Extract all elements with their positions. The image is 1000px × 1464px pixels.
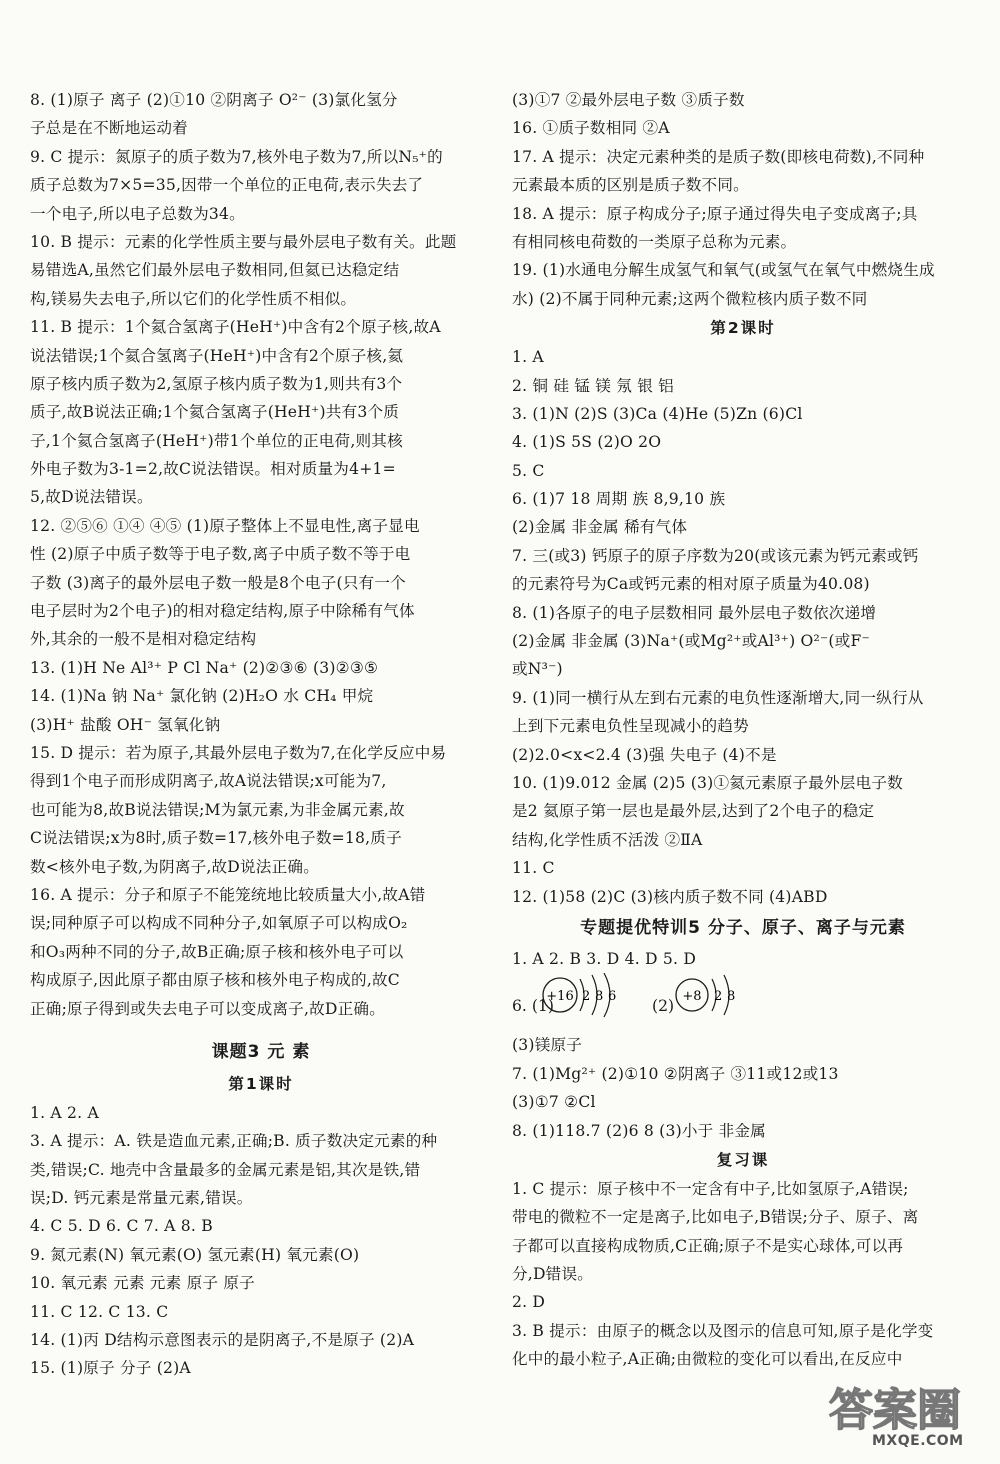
answers-block [512,1175,974,1374]
answer-line: 16. A 提示：分子和原子不能笼统地比较质量大小,故A错 [30,885,426,904]
answer-line: 5,故D说法错误。 [30,488,153,507]
answer-line: 子,1个氦合氢离子(HeH⁺)带1个单位的正电荷,则其核 [30,431,403,450]
answer-line: 11. B 提示：1个氦合氢离子(HeH⁺)中含有2个原子核,故A [30,318,441,337]
answer-line: 16. ①质子数相同 ②A [512,119,670,138]
answer-line: 说法错误;1个氦合氢离子(HeH⁺)中含有2个原子核,氦 [30,346,404,365]
shell-electrons: 2 [582,989,591,1005]
answer-line: 上到下元素电负性呈现减小的趋势 [512,717,749,736]
answer-line: 水) (2)不属于同种元素;这两个微粒核内质子数不同 [512,289,868,308]
oxygen-ion-diagram [676,975,735,1015]
answer-line: 10. B 提示：元素的化学性质主要与最外层电子数有关。此题 [30,232,457,251]
answer-line: 9. (1)同一横行从左到右元素的电负性逐渐增大,同一纵行从 [512,688,924,707]
answer-line: 一个电子,所以电子总数为34。 [30,204,245,223]
answer-line: 或N³⁻) [512,660,563,679]
answer-line: 10. 氧元素 元素 元素 原子 原子 [30,1274,255,1293]
shell-electrons: 6 [608,989,617,1005]
answer-line: 14. (1)Na 钠 Na⁺ 氯化钠 (2)H₂O 水 CH₄ 甲烷 [30,687,374,706]
answer-line: 子数 (3)离子的最外层电子数一般是8个电子(只有一个 [30,573,406,592]
answers-block [30,1099,492,1383]
answer-line: 有相同核电荷数的一类原子总称为元素。 [512,232,797,251]
answer-line: 13. (1)H Ne Al³⁺ P Cl Na⁺ (2)②③⑥ (3)②③⑤ [30,658,379,677]
answer-line: 1. A [512,348,544,367]
shell-electrons: 8 [727,989,736,1005]
answer-line: 8. (1)118.7 (2)6 8 (3)小于 非金属 [512,1121,766,1140]
answer-line: C说法错误;x为8时,质子数=17,核外电子数=18,质子 [30,829,402,848]
answer-line: 元素最本质的区别是质子数不同。 [512,176,749,195]
answer-line: (3)镁原子 [512,1036,583,1055]
left-column [30,86,492,1383]
answer-line: 得到1个电子而形成阴离子,故A说法错误;x可能为7, [30,772,387,791]
atom-diagram-svg [512,973,974,1031]
lesson-subheading: 第1课时 [228,1074,294,1093]
answer-line: 18. A 提示：原子构成分子;原子通过得失电子变成离子;具 [512,204,918,223]
answer-line: 7. 三(或3) 钙原子的原子序数为20(或该元素为钙元素或钙 [512,546,919,565]
answer-line: 5. C [512,461,545,480]
answer-line: 3. A 提示：A. 铁是造血元素,正确;B. 质子数决定元素的种 [30,1132,438,1151]
answers-block [30,86,492,1023]
atom-structure-diagrams [512,973,974,1031]
nucleus-charge: +16 [546,989,574,1005]
answer-line: 是2 氦原子第一层也是最外层,达到了2个电子的稳定 [512,802,875,821]
right-column [512,86,974,1374]
answer-line: 8. (1)原子 离子 (2)①10 ②阴离子 O²⁻ (3)氯化氢分 [30,91,398,109]
lesson-subheading: 复习课 [716,1150,770,1169]
answer-line: 2. D [512,1293,546,1312]
answer-line: 1. A 2. B 3. D 4. D 5. D [512,949,697,968]
answer-line: 1. A 2. A [30,1103,99,1122]
answer-line: 19. (1)水通电分解生成氢气和氧气(或氢气在氧气中燃烧生成 [512,261,935,280]
nucleus-charge: +8 [682,989,702,1005]
answer-line: 质子,故B说法正确;1个氦合氢离子(HeH⁺)共有3个质 [30,403,400,422]
answer-line: 性 (2)原子中质子数等于电子数,离子中质子数不等于电 [30,545,411,564]
answer-line: 12. ②⑤⑥ ①④ ④⑤ (1)原子整体上不显电性,离子显电 [30,516,420,535]
answer-line: 构,镁易失去电子,所以它们的化学性质不相似。 [30,289,357,308]
answer-line: 15. D 提示：若为原子,其最外层电子数为7,在化学反应中易 [30,743,447,762]
lesson-subheading: 第2课时 [710,319,776,338]
answer-line: 1. C 提示：原子核中不一定含有中子,比如氢原子,A错误; [512,1179,909,1198]
shell-electrons: 2 [714,989,723,1005]
answer-line: 质子总数为7×5=35,因带一个单位的正电荷,表示失去了 [30,176,424,195]
answer-line: 外电子数为3-1=2,故C说法错误。相对质量为4+1= [30,460,396,479]
answer-line: 14. (1)丙 D结构示意图表示的是阴离子,不是原子 (2)A [30,1331,415,1350]
answer-line: 正确;原子得到或失去电子可以变成离子,故D正确。 [30,999,385,1018]
answer-line: 构成原子,因此原子都由原子核和核外电子构成的,故C [30,971,400,990]
answer-line: 电子层时为2个电子)的相对稳定结构,原子中除稀有气体 [30,602,415,621]
answer-line: 误;D. 钙元素是常量元素,错误。 [30,1189,253,1208]
question-part-label: (2) [652,997,675,1016]
answers-block [512,86,974,313]
answer-line: 7. (1)Mg²⁺ (2)①10 ②阴离子 ③11或12或13 [512,1064,839,1083]
answer-line: 子总是在不断地运动着 [30,119,188,138]
answer-line: (2)金属 非金属 稀有气体 [512,518,688,537]
answer-line: 子都可以直接构成物质,C正确;原子不是实心球体,可以再 [512,1236,904,1255]
answer-line: 3. B 提示：由原子的概念以及图示的信息可知,原子是化学变 [512,1321,934,1340]
answer-line: 误;同种原子可以构成不同种分子,如氧原子可以构成O₂ [30,914,408,933]
answers-block [512,1031,974,1145]
shell-electrons: 8 [595,989,604,1005]
sulfur-atom-diagram [543,973,616,1017]
answer-line: 4. (1)S 5S (2)O 2O [512,433,662,452]
answer-line: 类,错误;C. 地壳中含量最多的金属元素是铝,其次是铁,错 [30,1160,421,1179]
answer-line: 原子核内质子数为2,氢原子核内质子数为1,则共有3个 [30,374,403,393]
answer-line: (2)2.0<x<2.4 (3)强 失电子 (4)不是 [512,745,777,764]
answer-line: 外,其余的一般不是相对稳定结构 [30,630,257,649]
answer-line: (3)①7 ②最外层电子数 ③质子数 [512,91,745,109]
answer-line: (2)金属 非金属 (3)Na⁺(或Mg²⁺或Al³⁺) O²⁻(或F⁻ [512,632,870,651]
question-number: 6. (1) [512,997,554,1016]
answer-line: 分,D错误。 [512,1265,594,1284]
section-heading: 课题3 元 素 [211,1041,311,1062]
answers-block [512,945,974,973]
watermark-url: MXQE.COM [872,1433,964,1449]
answer-line: 6. (1)7 18 周期 族 8,9,10 族 [512,490,726,509]
answer-line: 也可能为8,故B说法错误;M为氯元素,为非金属元素,故 [30,800,405,819]
answer-line: 12. (1)58 (2)C (3)核内质子数不同 (4)ABD [512,887,828,906]
answer-line: 9. 氮元素(N) 氧元素(O) 氢元素(H) 氧元素(O) [30,1245,360,1264]
answer-line: 结构,化学性质不活泼 ②ⅡA [512,830,703,849]
answer-line: 10. (1)9.012 金属 (2)5 (3)①氦元素原子最外层电子数 [512,773,903,792]
answer-line: 9. C 提示：氮原子的质子数为7,核外电子数为7,所以N₅⁺的 [30,147,443,166]
answer-line: 带电的微粒不一定是离子,比如电子,B错误;分子、原子、离 [512,1208,919,1227]
answer-line: 3. (1)N (2)S (3)Ca (4)He (5)Zn (6)Cl [512,404,803,423]
answer-line: (3)①7 ②Cl [512,1093,596,1112]
answer-line: (3)H⁺ 盐酸 OH⁻ 氢氧化钠 [30,715,221,734]
answer-line: 11. C [512,859,555,878]
answer-line: 4. C 5. D 6. C 7. A 8. B [30,1217,213,1236]
answer-line: 和O₃两种不同的分子,故B正确;原子核和核外电子可以 [30,942,404,961]
answer-line: 化中的最小粒子,A正确;由微粒的变化可以看出,在反应中 [512,1350,903,1369]
answer-line: 8. (1)各原子的电子层数相同 最外层电子数依次递增 [512,603,877,622]
answer-line: 2. 铜 硅 锰 镁 氖 银 铝 [512,376,674,395]
answer-line: 15. (1)原子 分子 (2)A [30,1359,191,1378]
watermark-text: 答案圈 [829,1385,961,1436]
answer-line: 11. C 12. C 13. C [30,1302,169,1321]
section-heading: 专题提优特训5 分子、原子、离子与元素 [580,917,906,938]
answer-line: 易错选A,虽然它们最外层电子数相同,但氦已达稳定结 [30,261,400,280]
answer-line: 的元素符号为Ca或钙元素的相对原子质量为40.08) [512,575,870,594]
answers-block [512,343,974,911]
answer-line: 数<核外电子数,为阴离子,故D说法正确。 [30,857,319,876]
answer-line: 17. A 提示：决定元素种类的是质子数(即核电荷数),不同种 [512,147,925,166]
